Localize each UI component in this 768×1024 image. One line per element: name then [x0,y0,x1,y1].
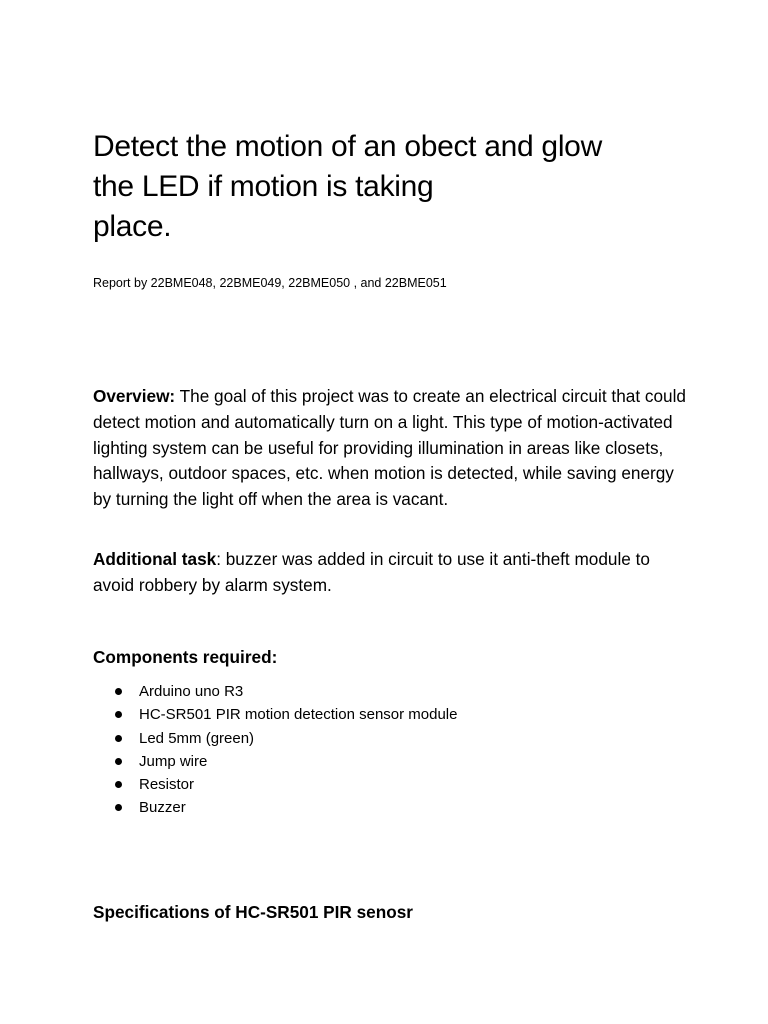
list-item [93,680,458,703]
additional-task-text: : buzzer was added in circuit to use it anti-theft module to avoid robbery by alarm system. [93,549,650,595]
bullet-icon [115,758,122,765]
components-heading: Components required: [93,647,278,667]
additional-task-paragraph [93,547,693,599]
list-item [93,727,458,750]
bullet-icon [115,781,122,788]
title-line: the LED if motion is taking [93,170,434,203]
list-item-text: Arduino uno R3 [139,683,244,700]
list-item-text: HC-SR501 PIR motion detection sensor module [139,706,458,724]
bullet-icon [115,735,122,742]
list-item [93,750,458,773]
bullet-icon [115,711,122,718]
document-title [93,127,693,247]
components-list [93,680,458,820]
list-item-text: Led 5mm (green) [139,729,255,747]
list-item [93,796,458,819]
overview-text: The goal of this project was to create an electrical circuit that could detect motion and automatically turn on a light. This type of motion-activated lighting system can be useful for providing illumination in areas like closets, hallways, outdoor spaces, etc. when motion is detected, while saving energy by turning the light off when the area is vacant. [93,386,686,510]
specifications-heading: Specifications of HC-SR501 PIR senosr [93,902,413,922]
list-item-text: Buzzer [139,799,186,817]
list-item-text: Resistor [139,776,195,794]
overview-paragraph [93,384,693,513]
overview-label: Overview: [93,386,176,406]
list-item [93,773,458,796]
title-line: place. [93,210,172,243]
bullet-icon [115,688,122,695]
bullet-icon [115,804,122,811]
list-item-text: Jump wire [139,752,208,770]
title-line: Detect the motion of an obect and glow [93,130,602,163]
list-item [93,703,458,726]
report-byline: Report by 22BME048, 22BME049, 22BME050 , and 22BME051 [93,276,447,290]
additional-task-label: Additional task [93,549,217,569]
